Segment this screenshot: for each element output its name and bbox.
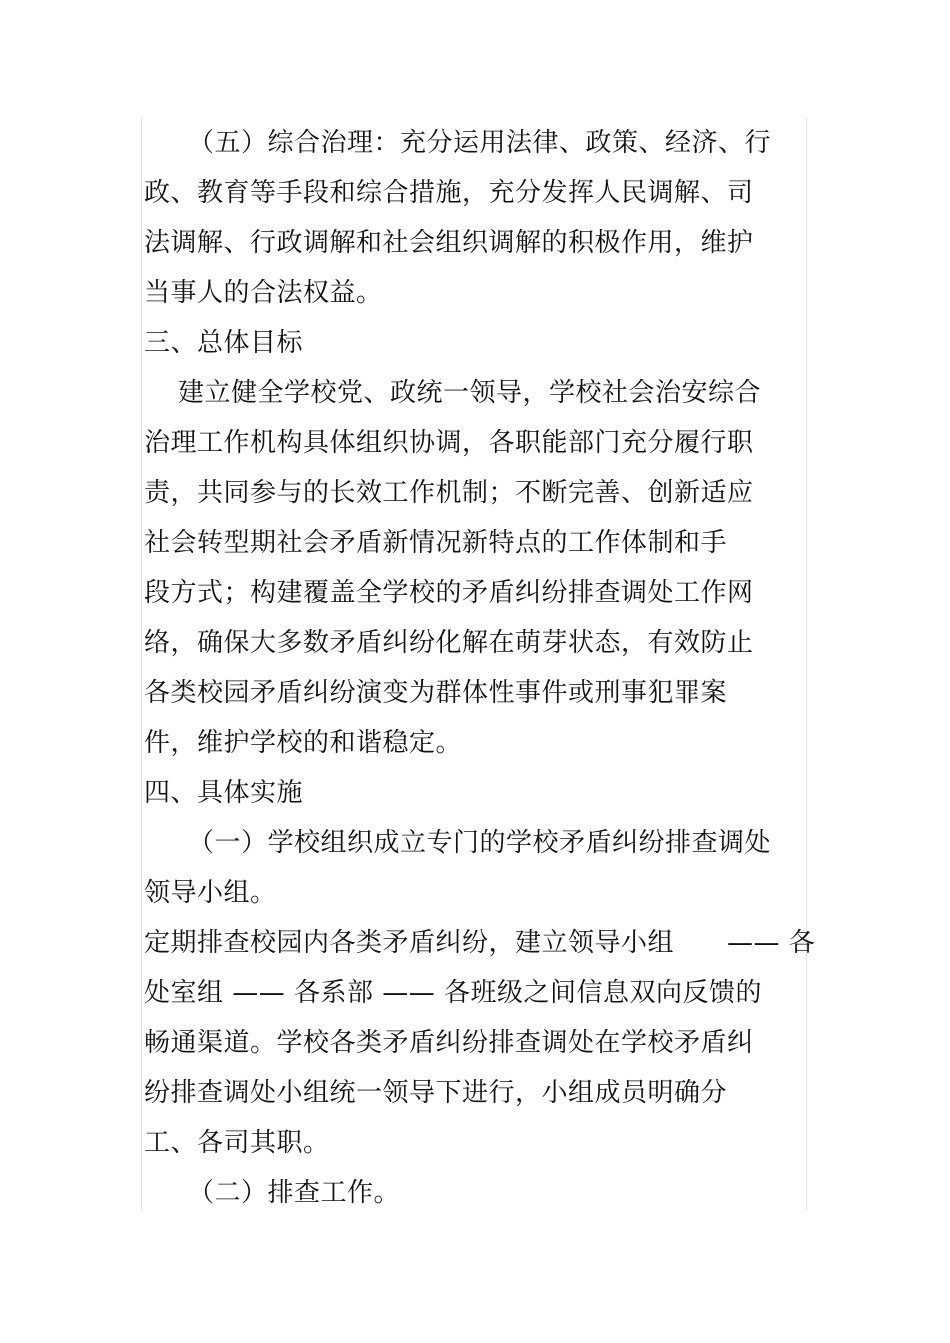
section-heading: 三、总体目标 [144, 328, 304, 358]
paragraph-line: 法调解、行政调解和社会组织调解的积极作用，维护 [144, 228, 754, 258]
section-heading: 四、具体实施 [144, 778, 304, 808]
right-margin-rule [806, 118, 807, 1210]
paragraph-line: 段方式；构建覆盖全学校的矛盾纠纷排查调处工作网 [144, 578, 754, 608]
paragraph-line: 件，维护学校的和谐稳定。 [144, 728, 463, 758]
paragraph-line: 畅通渠道。学校各类矛盾纠纷排查调处在学校矛盾纠 [144, 1028, 754, 1058]
paragraph-line: 定期排查校园内各类矛盾纠纷，建立领导小组 —— 各 [144, 928, 816, 958]
paragraph-line: 领导小组。 [144, 878, 277, 908]
paragraph-line: 工、各司其职。 [144, 1128, 330, 1158]
paragraph-line: （一）学校组织成立专门的学校矛盾纠纷排查调处 [188, 828, 772, 858]
paragraph-line: 建立健全学校党、政统一领导，学校社会治安综合 [178, 378, 762, 408]
paragraph-line: 当事人的合法权益。 [144, 278, 383, 308]
paragraph-line: （五）综合治理：充分运用法律、政策、经济、行 [188, 128, 772, 158]
paragraph-line: 纷排查调处小组统一领导下进行，小组成员明确分 [144, 1078, 728, 1108]
paragraph-line: 社会转型期社会矛盾新情况新特点的工作体制和手 [144, 528, 728, 558]
left-margin-rule [141, 118, 142, 1210]
subsection-heading: （二）排查工作。 [188, 1178, 401, 1208]
paragraph-line: 处室组 —— 各系部 —— 各班级之间信息双向反馈的 [144, 978, 763, 1008]
paragraph-line: 络，确保大多数矛盾纠纷化解在萌芽状态，有效防止 [144, 628, 754, 658]
paragraph-line: 各类校园矛盾纠纷演变为群体性事件或刑事犯罪案 [144, 678, 728, 708]
paragraph-line: 责，共同参与的长效工作机制；不断完善、创新适应 [144, 478, 754, 508]
paragraph-line: 治理工作机构具体组织协调，各职能部门充分履行职 [144, 428, 754, 458]
paragraph-line: 政、教育等手段和综合措施，充分发挥人民调解、司 [144, 178, 754, 208]
